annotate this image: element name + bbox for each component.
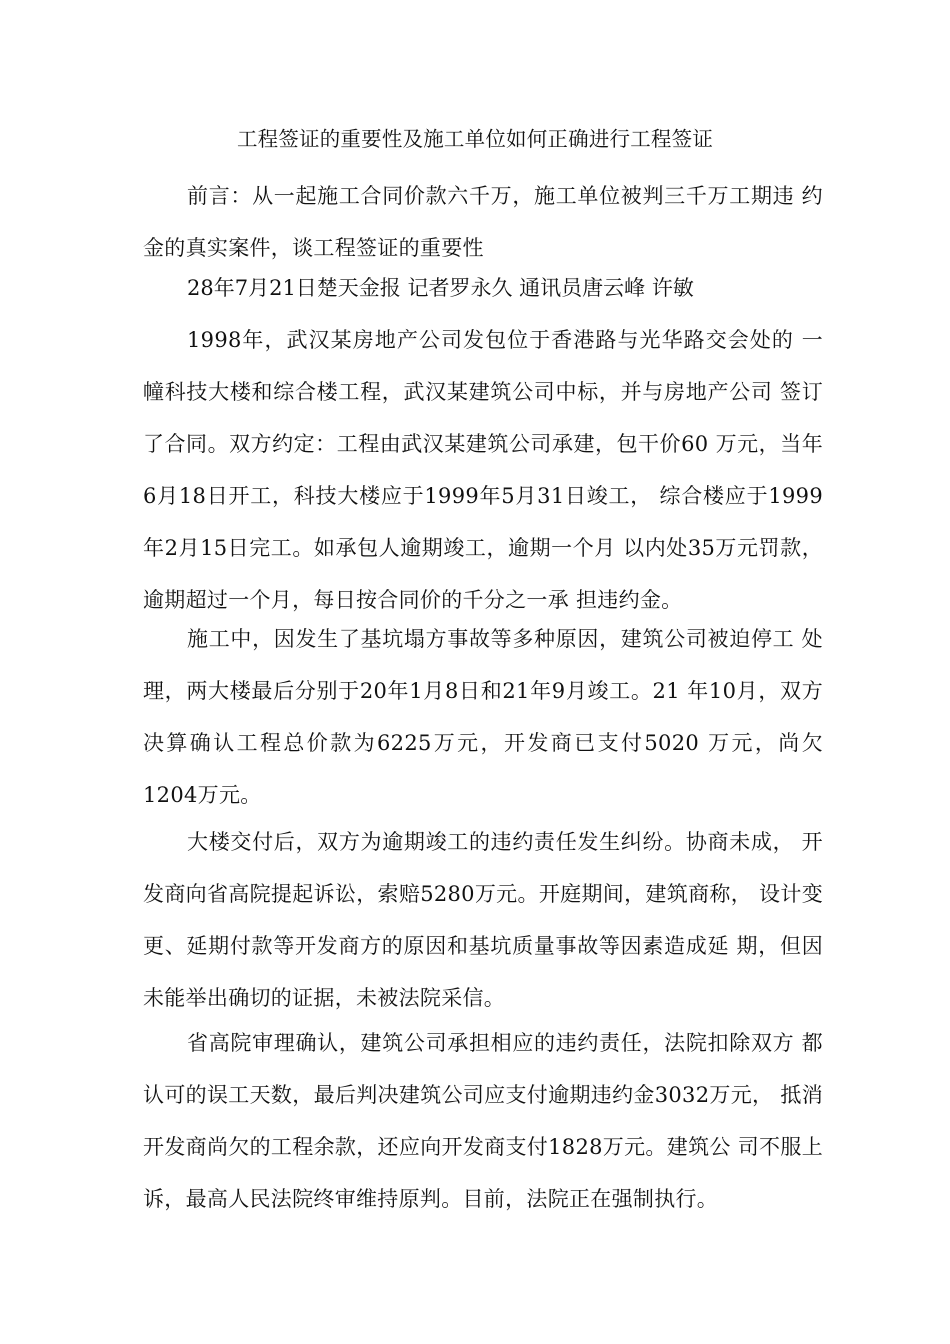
body-paragraph-4: 省高院审理确认，建筑公司承担相应的违约责任，法院扣除双方 都认可的误工天数，最后判决建筑公司应支付逾期违约金3032万元， 抵消开发商尚欠的工程余款，还应向开发商支付1828万元。建筑公 司不服上诉，最高人民法院终审维持原判。目前，法院正在强制执行。: [143, 1031, 823, 1211]
body-paragraph-2: 施工中，因发生了基坑塌方事故等多种原因，建筑公司被迫停工 处理，两大楼最后分别于20年1月8日和21年9月竣工。21 年10月，双方决算确认工程总价款为6225万元，开发商已支付5020 万元，尚欠1204万元。: [143, 627, 823, 807]
byline: 28年7月21日楚天金报 记者罗永久 通讯员唐云峰 许敏: [187, 276, 694, 300]
preface-paragraph: 前言：从一起施工合同价款六千万，施工单位被判三千万工期违 约金的真实案件，谈工程签证的重要性: [143, 184, 823, 260]
body-paragraph-3: 大楼交付后，双方为逾期竣工的违约责任发生纠纷。协商未成， 开发商向省高院提起诉讼，索赔5280万元。开庭期间，建筑商称， 设计变更、延期付款等开发商方的原因和基坑质量事故等因素造成延 期，但因未能举出确切的证据，未被法院采信。: [143, 830, 823, 1010]
document-title: 工程签证的重要性及施工单位如何正确进行工程签证: [236, 127, 714, 151]
body-paragraph-1: 1998年，武汉某房地产公司发包位于香港路与光华路交会处的 一幢科技大楼和综合楼工程，武汉某建筑公司中标，并与房地产公司 签订了合同。双方约定：工程由武汉某建筑公司承建，包干价60 万元，当年6月18日开工，科技大楼应于1999年5月31日竣工， 综合楼应于1999年2月15日完工。如承包人逾期竣工，逾期一个月 以内处35万元罚款，逾期超过一个月，每日按合同价的千分之一承 担违约金。: [143, 328, 823, 612]
